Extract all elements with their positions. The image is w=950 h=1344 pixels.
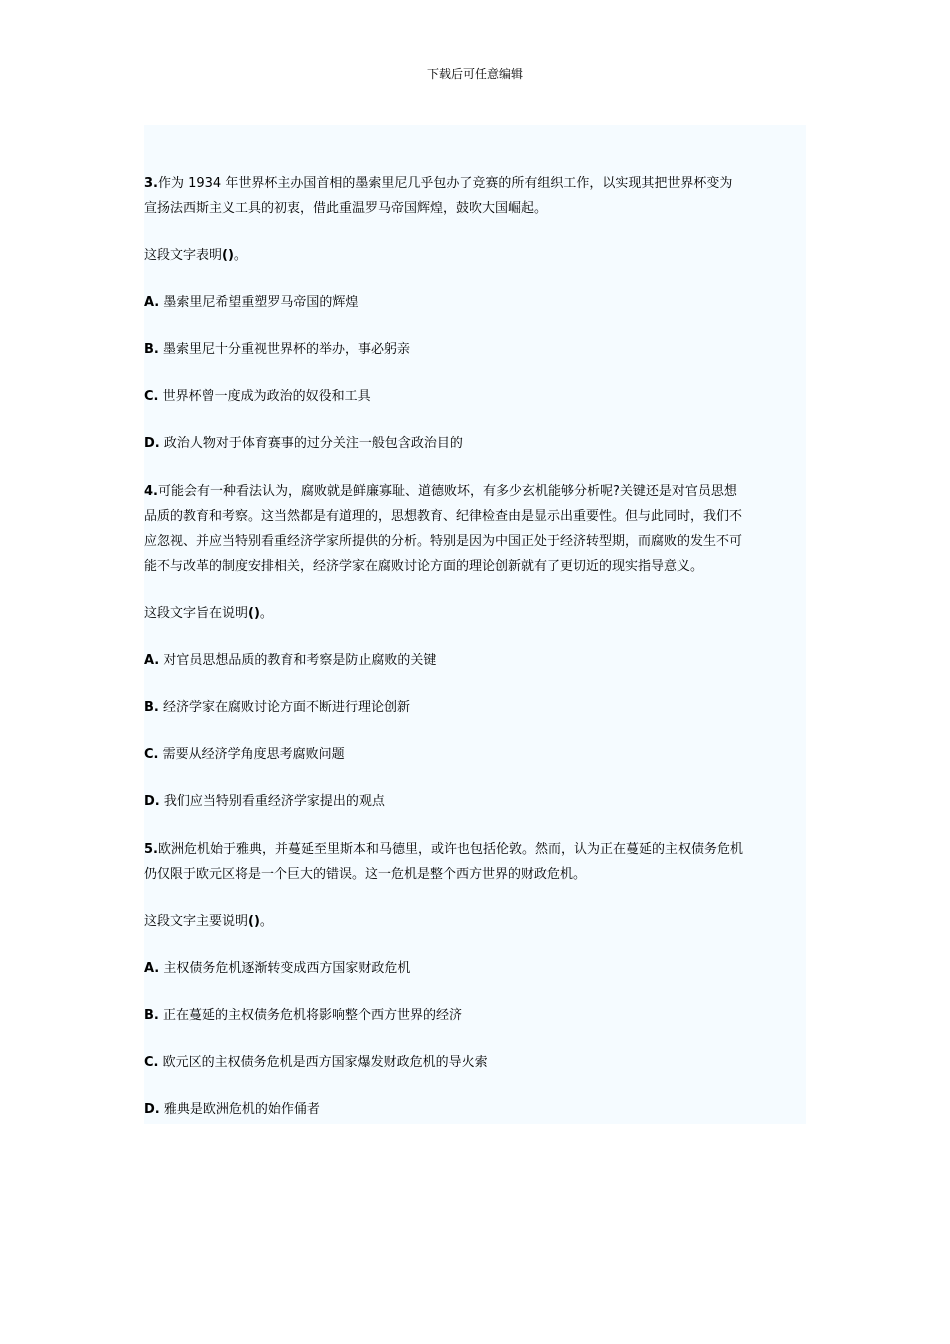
question-3-passage-line-2: 宣扬法西斯主义工具的初衷，借此重温罗马帝国辉煌，鼓吹大国崛起。 — [144, 201, 548, 216]
option-text: 政治人物对于体育赛事的过分关注一般包含政治目的 — [159, 436, 463, 451]
question-3-option-a — [144, 290, 806, 315]
question-5-passage-line-2: 仍仅限于欧元区将是一个巨大的错误。这一危机是整个西方世界的财政危机。 — [144, 867, 587, 882]
option-text: 正在蔓延的主权债务危机将影响整个西方世界的经济 — [158, 1008, 462, 1023]
option-letter: D. — [144, 1102, 160, 1117]
option-letter: A. — [144, 295, 160, 310]
question-3-number: 3. — [144, 176, 158, 191]
question-5-prompt-end: 。 — [259, 914, 273, 929]
question-5-prompt-text: 这段文字主要说明 — [144, 914, 249, 929]
option-text: 对官员思想品质的教育和考察是防止腐败的关键 — [159, 653, 437, 668]
option-letter: D. — [144, 794, 160, 809]
question-4-passage-line-3: 应忽视、并应当特别看重经济学家所提供的分析。特别是因为中国正处于经济转型期，而腐败的发生不可 — [144, 534, 743, 549]
option-text: 需要从经济学角度思考腐败问题 — [158, 747, 345, 762]
option-letter: C. — [144, 747, 159, 762]
option-letter: B. — [144, 700, 159, 715]
question-4-option-b — [144, 695, 806, 720]
option-text: 墨索里尼希望重塑罗马帝国的辉煌 — [159, 295, 359, 310]
option-text: 雅典是欧洲危机的始作俑者 — [159, 1102, 320, 1117]
question-3-prompt-text: 这段文字表明 — [144, 248, 223, 263]
option-letter: A. — [144, 961, 160, 976]
question-4-prompt-end: 。 — [259, 606, 273, 621]
question-5-prompt-paren: () — [248, 914, 260, 929]
question-4-number: 4. — [144, 484, 158, 499]
question-4-option-d — [144, 789, 806, 814]
question-5-option-c — [144, 1050, 806, 1075]
question-5-option-b — [144, 1003, 806, 1028]
question-4-option-c — [144, 742, 806, 767]
question-3-passage-line-1: 作为 1934 年世界杯主办国首相的墨索里尼几乎包办了竞赛的所有组织工作，以实现其把世界杯变为 — [157, 176, 733, 191]
question-3-option-b — [144, 337, 806, 362]
question-3-option-c — [144, 384, 806, 409]
question-4-passage-line-1: 可能会有一种看法认为，腐败就是鲜廉寡耻、道德败坏，有多少玄机能够分析呢?关键还是对官员思想 — [157, 484, 737, 499]
option-text: 主权债务危机逐渐转变成西方国家财政危机 — [159, 961, 411, 976]
question-4-prompt-paren: () — [248, 606, 260, 621]
question-block — [144, 125, 806, 1124]
question-4-passage-line-2: 品质的教育和考察。这当然都是有道理的，思想教育、纪律检查由是显示出重要性。但与此同时，我们不 — [144, 509, 743, 524]
question-3-passage — [144, 171, 806, 221]
question-5-option-d — [144, 1097, 806, 1122]
option-letter: D. — [144, 436, 160, 451]
question-5-prompt — [144, 909, 806, 934]
question-3-option-d — [144, 431, 806, 456]
question-3-prompt-paren: () — [222, 248, 234, 263]
question-4-passage-line-4: 能不与改革的制度安排相关，经济学家在腐败讨论方面的理论创新就有了更切近的现实指导意义。 — [144, 559, 704, 574]
question-5-passage-line-1: 欧洲危机始于雅典，并蔓延至里斯本和马德里，或许也包括伦敦。然而，认为正在蔓延的主权债务危机 — [157, 842, 743, 857]
question-5-number: 5. — [144, 842, 158, 857]
question-5-option-a — [144, 956, 806, 981]
question-4-prompt-text: 这段文字旨在说明 — [144, 606, 249, 621]
option-text: 经济学家在腐败讨论方面不断进行理论创新 — [158, 700, 410, 715]
option-letter: A. — [144, 653, 160, 668]
question-4-prompt — [144, 601, 806, 626]
question-3-prompt — [144, 243, 806, 268]
question-4-passage — [144, 479, 806, 579]
question-5-passage — [144, 837, 806, 887]
option-letter: C. — [144, 1055, 159, 1070]
option-text: 世界杯曾一度成为政治的奴役和工具 — [158, 389, 371, 404]
option-letter: B. — [144, 1008, 159, 1023]
option-text: 我们应当特别看重经济学家提出的观点 — [159, 794, 385, 809]
option-letter: C. — [144, 389, 159, 404]
question-4-option-a — [144, 648, 806, 673]
page-header: 下载后可任意编辑 — [426, 67, 523, 81]
question-3-prompt-end: 。 — [233, 248, 247, 263]
option-text: 墨索里尼十分重视世界杯的举办，事必躬亲 — [158, 342, 410, 357]
option-letter: B. — [144, 342, 159, 357]
option-text: 欧元区的主权债务危机是西方国家爆发财政危机的导火索 — [158, 1055, 488, 1070]
